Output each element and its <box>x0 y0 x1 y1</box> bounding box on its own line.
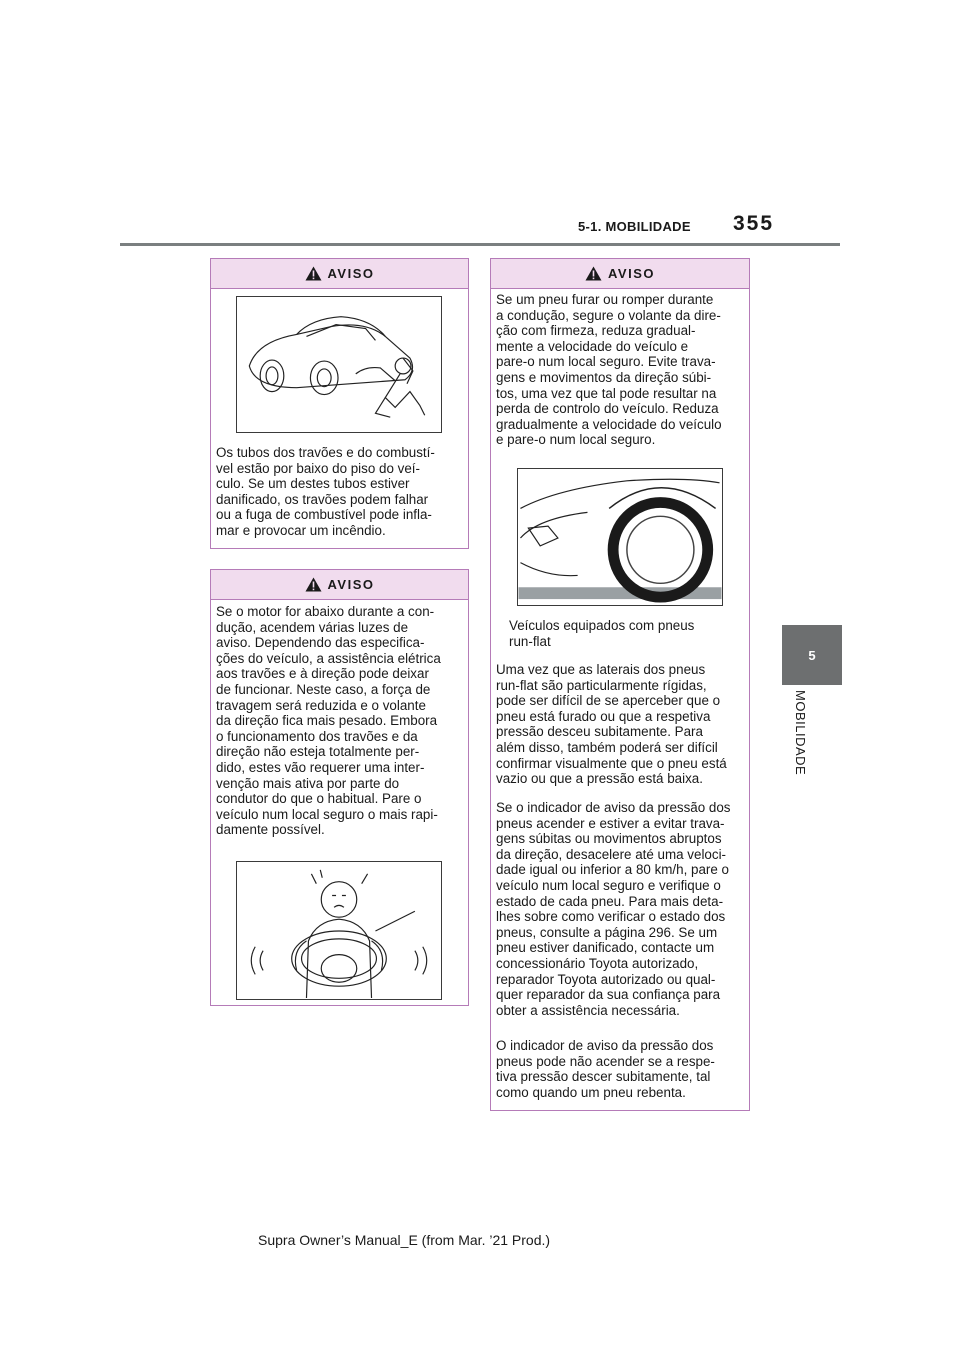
warning-title: AVISO <box>327 266 375 281</box>
warning-text: Os tubos dos travões e do combustí- vel estão por baixo do piso do veí- culo. Se um destes tubos estiver danificado, os travões podem falhar ou a fuga de combustível pode infla- mar e provocar um incêndio. <box>216 445 435 538</box>
chapter-label: MOBILIDADE <box>793 690 808 776</box>
run-flat-paragraph-2: Se o indicador de aviso da pressão dos pneus acender e estiver a evitar trava- gens súbitas ou movimentos abruptos da direção, desacelere até uma veloci- dade igual ou inferior a 80 km/h, pare o veículo num local seguro e verifique o estado de cada pneu. Para mais deta- lhes sobre como verificar o estado dos pneus, consulte a página 296. Se um pneu estiver danificado, contacte um concessionário Toyota autorizado, reparador Toyota autorizado ou qual- quer reparador da sua confiança para obter a assistência necessária. <box>496 800 731 1018</box>
warning-title: AVISO <box>327 577 375 592</box>
warning-text: Se um pneu furar ou romper durante a condução, segure o volante da dire- ção com firmeza, reduza gradual- mente a velocidade do veículo e pare-o num local seguro. Evite trava- gens e movimentos da direção súbi- tos, uma vez que tal pode resultar na perda de controlo do veículo. Reduza gradualmente a velocidade do veículo e pare-o num local seguro. <box>496 292 722 448</box>
warning-triangle-icon <box>305 577 322 592</box>
warning-header <box>491 259 749 289</box>
header-rule <box>120 243 840 246</box>
car-inspection-illustration <box>236 296 442 433</box>
page-number: 355 <box>733 212 775 235</box>
warning-title: AVISO <box>608 266 655 281</box>
run-flat-paragraph-3: O indicador de aviso da pressão dos pneus pode não acender se a respe- tiva pressão descer subitamente, tal como quando um pneu rebenta. <box>496 1038 715 1100</box>
warning-triangle-icon <box>585 266 602 281</box>
driver-steering-illustration <box>236 861 442 1000</box>
warning-header <box>211 259 468 289</box>
run-flat-paragraph-1: Uma vez que as laterais dos pneus run-flat são particularmente rígidas, pode ser difícil de se aperceber que o pneu está furado ou que a respetiva pressão desceu subitamente. Para além disso, também poderá ser difícil confirmar visualmente que o pneu está vazio ou que a pressão está baixa. <box>496 662 727 787</box>
footer-manual-title: Supra Owner’s Manual_E (from Mar. ’21 Prod.) <box>258 1232 551 1248</box>
warning-text: Se o motor for abaixo durante a con- dução, acendem várias luzes de aviso. Dependendo das especifica- ções do veículo, a assistência elétrica aos travões e à direção pode deixar de funcionar. Neste caso, a força de travagem será reduzida e o volante da direção fica mais pesado. Embora o funcionamento dos travões e da direção não esteja totalmente per- dido, estes vão requerer uma inter- venção mais ativa por parte do condutor do que o habitual. Pare o veículo num local seguro o mais rapi- damente possível. <box>216 604 441 838</box>
warning-header <box>211 570 468 600</box>
section-title: 5-1. MOBILIDADE <box>578 219 691 234</box>
run-flat-tire-illustration <box>517 468 723 606</box>
chapter-tab[interactable]: 5 <box>782 625 842 685</box>
warning-triangle-icon <box>305 266 322 281</box>
figure-caption: Veículos equipados com pneus run-flat <box>509 618 695 649</box>
